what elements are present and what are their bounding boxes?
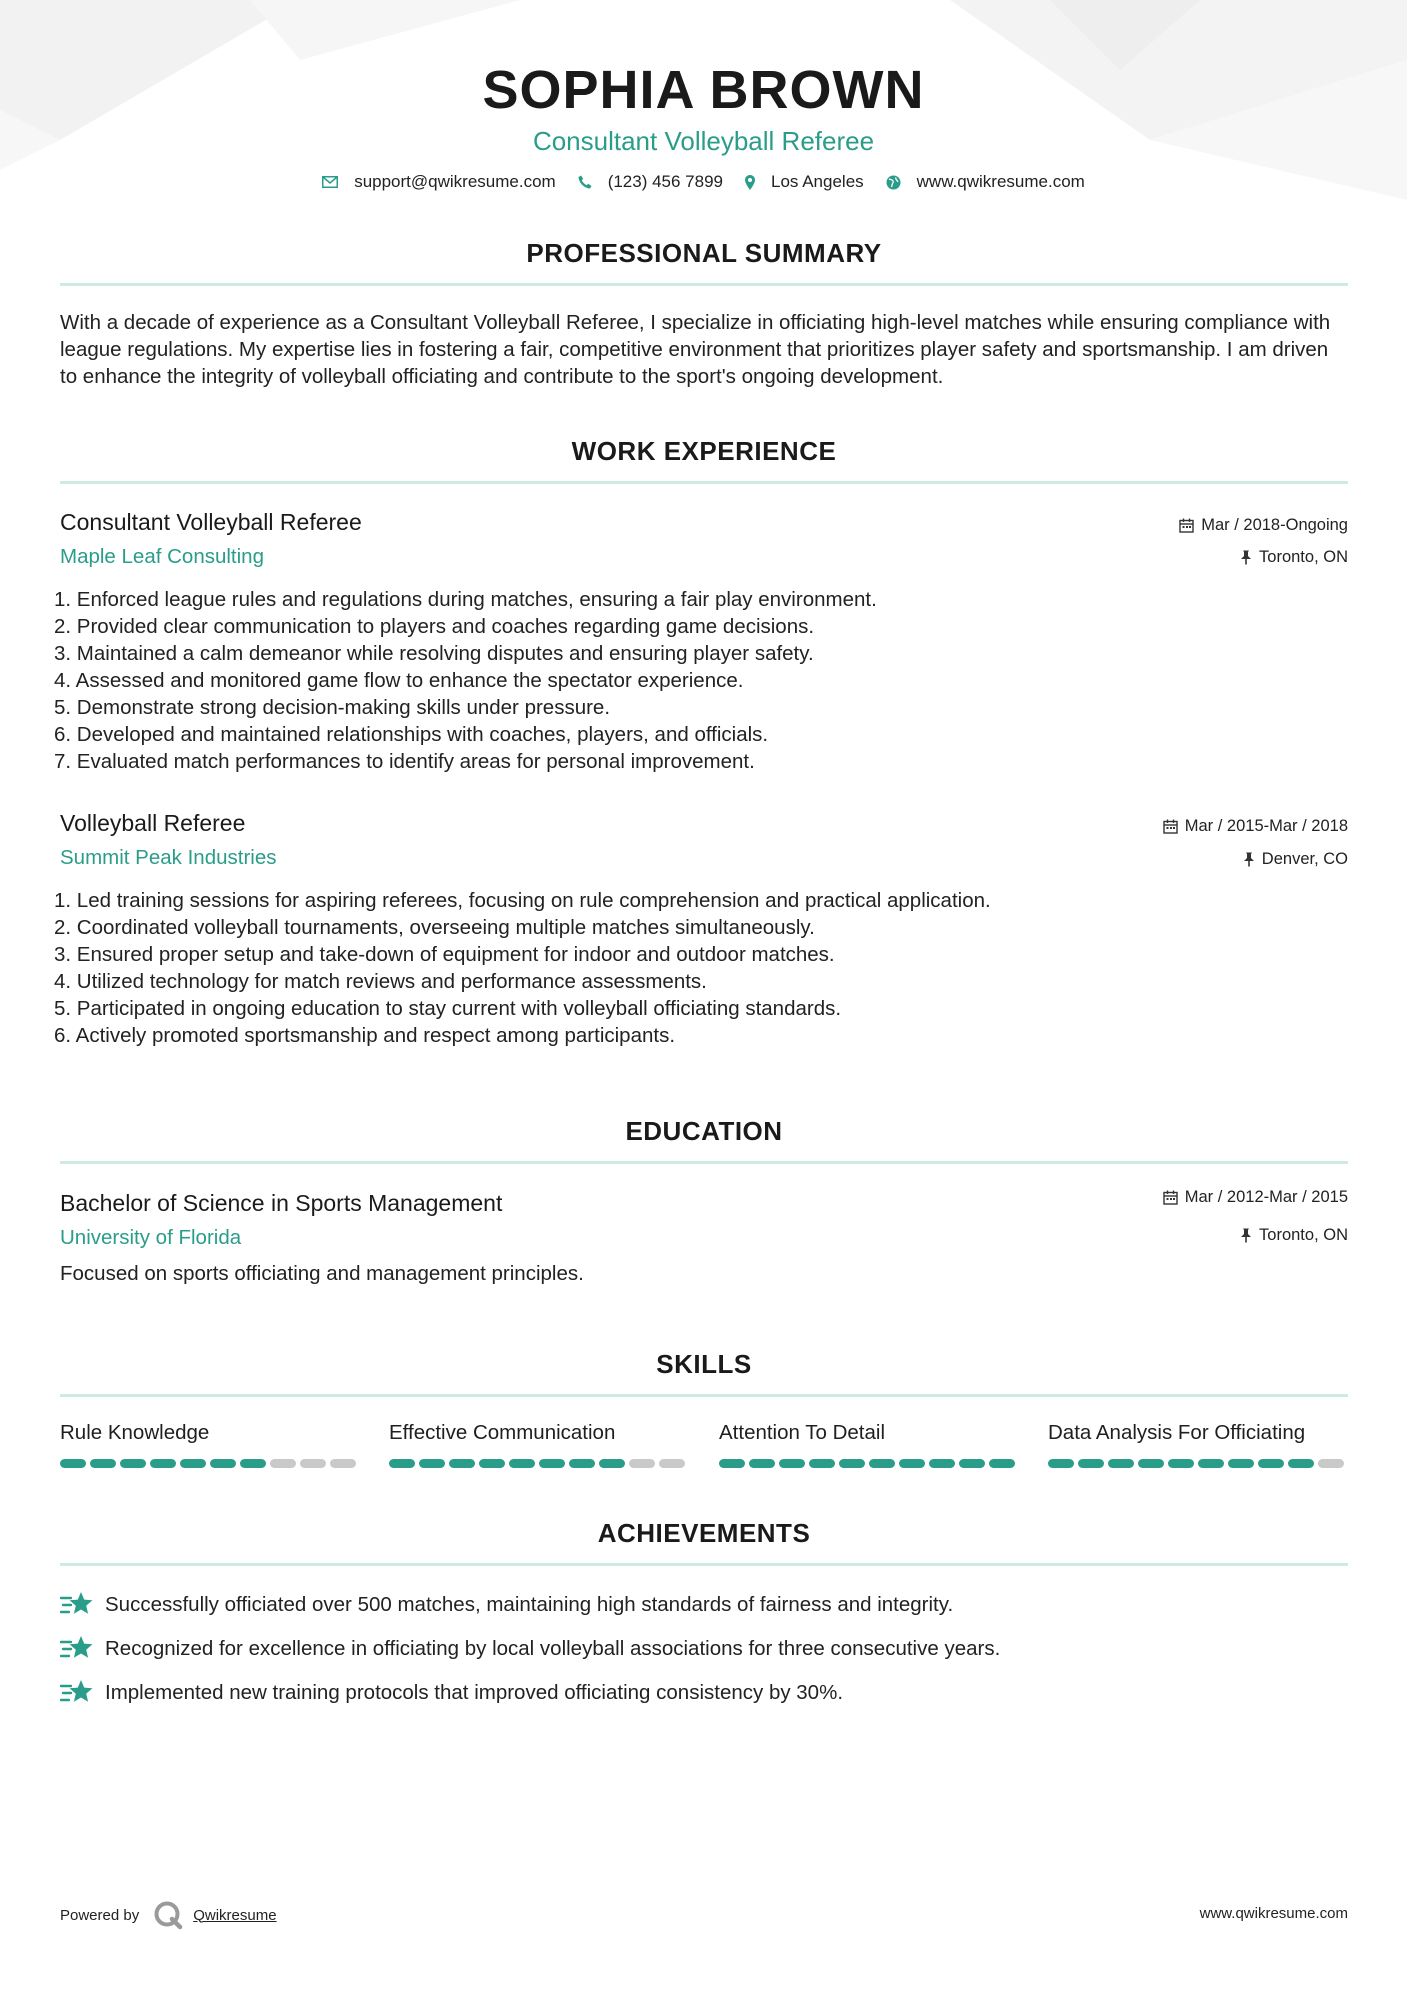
skill-segment-filled	[869, 1459, 895, 1468]
skills-divider	[60, 1394, 1348, 1397]
skill-segment-empty	[270, 1459, 296, 1468]
skill-segment-filled	[1048, 1459, 1074, 1468]
skill-segment-filled	[989, 1459, 1015, 1468]
company-name: Summit Peak Industries	[60, 846, 277, 869]
job-dates	[1179, 516, 1348, 535]
job-title: Consultant Volleyball Referee	[60, 509, 362, 535]
company-name: Maple Leaf Consulting	[60, 545, 264, 568]
job-responsibilities	[54, 887, 991, 1049]
pushpin-icon	[1240, 1228, 1252, 1243]
job-dates-text: Mar / 2015-Mar / 2018	[1184, 817, 1348, 835]
skill-segment-empty	[659, 1459, 685, 1468]
list-item: 5. Participated in ongoing education to stay current with volleyball officiating standards.	[54, 997, 842, 1020]
list-item: 6. Actively promoted sportsmanship and respect among participants.	[54, 1024, 676, 1047]
summary-heading: PROFESSIONAL SUMMARY	[526, 238, 882, 268]
skill-segment-filled	[389, 1459, 415, 1468]
footer-powered-by	[60, 1900, 277, 1930]
experience-divider	[60, 481, 1348, 484]
envelope-icon	[322, 176, 338, 188]
skill-segment-filled	[929, 1459, 955, 1468]
experience-heading: WORK EXPERIENCE	[571, 436, 837, 466]
skill-segment-filled	[60, 1459, 86, 1468]
candidate-title: Consultant Volleyball Referee	[532, 126, 875, 156]
job-dates-text: Mar / 2018-Ongoing	[1201, 516, 1348, 534]
education-dates	[1163, 1188, 1348, 1207]
skill-segment-filled	[899, 1459, 925, 1468]
calendar-icon	[1163, 819, 1178, 834]
skill-segment-filled	[569, 1459, 595, 1468]
pushpin-icon	[1243, 852, 1255, 867]
job-location-text: Toronto, ON	[1259, 548, 1348, 566]
school-name: University of Florida	[60, 1226, 242, 1249]
skill-item	[389, 1421, 689, 1468]
education-divider	[60, 1161, 1348, 1164]
skill-segment-filled	[599, 1459, 625, 1468]
education-heading: EDUCATION	[625, 1116, 783, 1146]
skill-segment-empty	[1318, 1459, 1344, 1468]
job-location-text: Denver, CO	[1261, 850, 1348, 868]
calendar-icon	[1163, 1190, 1178, 1205]
skill-segment-empty	[629, 1459, 655, 1468]
footer-website[interactable]: www.qwikresume.com	[1199, 1905, 1348, 1922]
map-pin-icon	[745, 175, 755, 190]
powered-by-text: Powered by	[60, 1906, 140, 1924]
skill-segment-filled	[839, 1459, 865, 1468]
summary-text: With a decade of experience as a Consultant Volleyball Referee, I specialize in officiating high-level matches while ensuring compliance with league regulations. My expertise lies in fostering a fair, competitive environment that prioritizes player safety and sportsmanship. I am driven to enhance the integrity of volleyball officiating and contribute to the sport's ongoing development.	[60, 311, 1331, 388]
calendar-icon	[1179, 518, 1194, 533]
list-item: 2. Coordinated volleyball tournaments, overseeing multiple matches simultaneously.	[54, 916, 815, 939]
skill-segment-empty	[300, 1459, 326, 1468]
skill-segment-filled	[479, 1459, 505, 1468]
skill-item	[719, 1421, 1019, 1468]
skill-segment-filled	[809, 1459, 835, 1468]
skill-segment-filled	[509, 1459, 535, 1468]
skill-segment-filled	[90, 1459, 116, 1468]
pushpin-icon	[1240, 550, 1252, 565]
qwikresume-logo-icon	[153, 1900, 183, 1930]
skill-segment-filled	[210, 1459, 236, 1468]
summary-divider	[60, 283, 1348, 286]
skill-name: Effective Communication	[389, 1421, 616, 1444]
achievement-text: Successfully officiated over 500 matches, maintaining high standards of fairness and integrity.	[105, 1593, 954, 1616]
achievement-item	[60, 1678, 843, 1708]
job-dates	[1163, 817, 1348, 836]
achievement-item	[60, 1634, 1000, 1664]
skill-level-bar	[389, 1459, 689, 1468]
contact-phone[interactable]	[578, 172, 723, 192]
skill-segment-filled	[1168, 1459, 1194, 1468]
skill-segment-filled	[150, 1459, 176, 1468]
contact-location	[745, 172, 864, 192]
list-item: 1. Led training sessions for aspiring referees, focusing on rule comprehension and practical application.	[54, 889, 991, 912]
skill-name: Attention To Detail	[719, 1421, 886, 1444]
resume-header	[0, 58, 1407, 158]
skill-segment-filled	[1108, 1459, 1134, 1468]
education-description: Focused on sports officiating and management principles.	[60, 1262, 584, 1285]
website-text[interactable]: www.qwikresume.com	[916, 172, 1085, 191]
globe-icon	[886, 175, 901, 190]
list-item: 5. Demonstrate strong decision-making skills under pressure.	[54, 696, 611, 719]
contact-bar	[0, 172, 1407, 192]
skill-segment-filled	[719, 1459, 745, 1468]
achievements-divider	[60, 1563, 1348, 1566]
skill-segment-filled	[1288, 1459, 1314, 1468]
list-item: 2. Provided clear communication to players and coaches regarding game decisions.	[54, 615, 815, 638]
list-item: 3. Ensured proper setup and take-down of equipment for indoor and outdoor matches.	[54, 943, 835, 966]
contact-email[interactable]	[322, 172, 556, 192]
phone-icon	[578, 175, 592, 189]
achievement-text: Implemented new training protocols that improved officiating consistency by 30%.	[105, 1681, 844, 1704]
list-item: 3. Maintained a calm demeanor while resolving disputes and ensuring player safety.	[54, 642, 814, 665]
skill-level-bar	[60, 1459, 360, 1468]
email-text: support@qwikresume.com	[354, 172, 556, 191]
skill-segment-filled	[539, 1459, 565, 1468]
degree-title: Bachelor of Science in Sports Management	[60, 1190, 503, 1216]
list-item: 4. Assessed and monitored game flow to enhance the spectator experience.	[54, 669, 744, 692]
list-item: 1. Enforced league rules and regulations during matches, ensuring a fair play environment.	[54, 588, 877, 611]
skill-item	[60, 1421, 360, 1468]
education-location-text: Toronto, ON	[1259, 1226, 1348, 1244]
skills-heading: SKILLS	[656, 1349, 752, 1379]
job-location	[1243, 850, 1348, 869]
list-item: 6. Developed and maintained relationships with coaches, players, and officials.	[54, 723, 769, 746]
skill-level-bar	[1048, 1459, 1348, 1468]
skill-name: Rule Knowledge	[60, 1421, 210, 1444]
contact-website[interactable]	[886, 172, 1085, 192]
star-icon	[60, 1590, 94, 1620]
achievement-text: Recognized for excellence in officiating by local volleyball associations for three consecutive years.	[105, 1637, 1001, 1660]
skill-segment-filled	[449, 1459, 475, 1468]
skill-segment-filled	[749, 1459, 775, 1468]
skill-segment-filled	[959, 1459, 985, 1468]
star-icon	[60, 1678, 94, 1708]
job-location	[1240, 548, 1348, 567]
skill-segment-filled	[1138, 1459, 1164, 1468]
star-icon	[60, 1634, 94, 1664]
skill-segment-filled	[779, 1459, 805, 1468]
candidate-name: SOPHIA BROWN	[482, 60, 925, 120]
skill-segment-filled	[1198, 1459, 1224, 1468]
phone-text: (123) 456 7899	[607, 172, 724, 191]
list-item: 4. Utilized technology for match reviews and performance assessments.	[54, 970, 707, 993]
skill-level-bar	[719, 1459, 1019, 1468]
qwikresume-link[interactable]: Qwikresume	[193, 1906, 277, 1924]
skill-segment-filled	[419, 1459, 445, 1468]
location-text: Los Angeles	[771, 172, 864, 191]
job-title: Volleyball Referee	[60, 810, 246, 836]
skill-segment-filled	[120, 1459, 146, 1468]
skill-item	[1048, 1421, 1348, 1468]
education-dates-text: Mar / 2012-Mar / 2015	[1184, 1188, 1348, 1206]
achievements-heading: ACHIEVEMENTS	[597, 1518, 811, 1548]
skill-segment-filled	[1228, 1459, 1254, 1468]
education-location	[1240, 1226, 1348, 1245]
list-item: 7. Evaluated match performances to identify areas for personal improvement.	[54, 750, 755, 773]
skill-name: Data Analysis For Officiating	[1048, 1421, 1306, 1444]
skill-segment-filled	[1078, 1459, 1104, 1468]
skill-segment-empty	[330, 1459, 356, 1468]
skill-segment-filled	[1258, 1459, 1284, 1468]
achievement-item	[60, 1590, 953, 1620]
skill-segment-filled	[180, 1459, 206, 1468]
skill-segment-filled	[240, 1459, 266, 1468]
job-responsibilities	[54, 586, 877, 775]
